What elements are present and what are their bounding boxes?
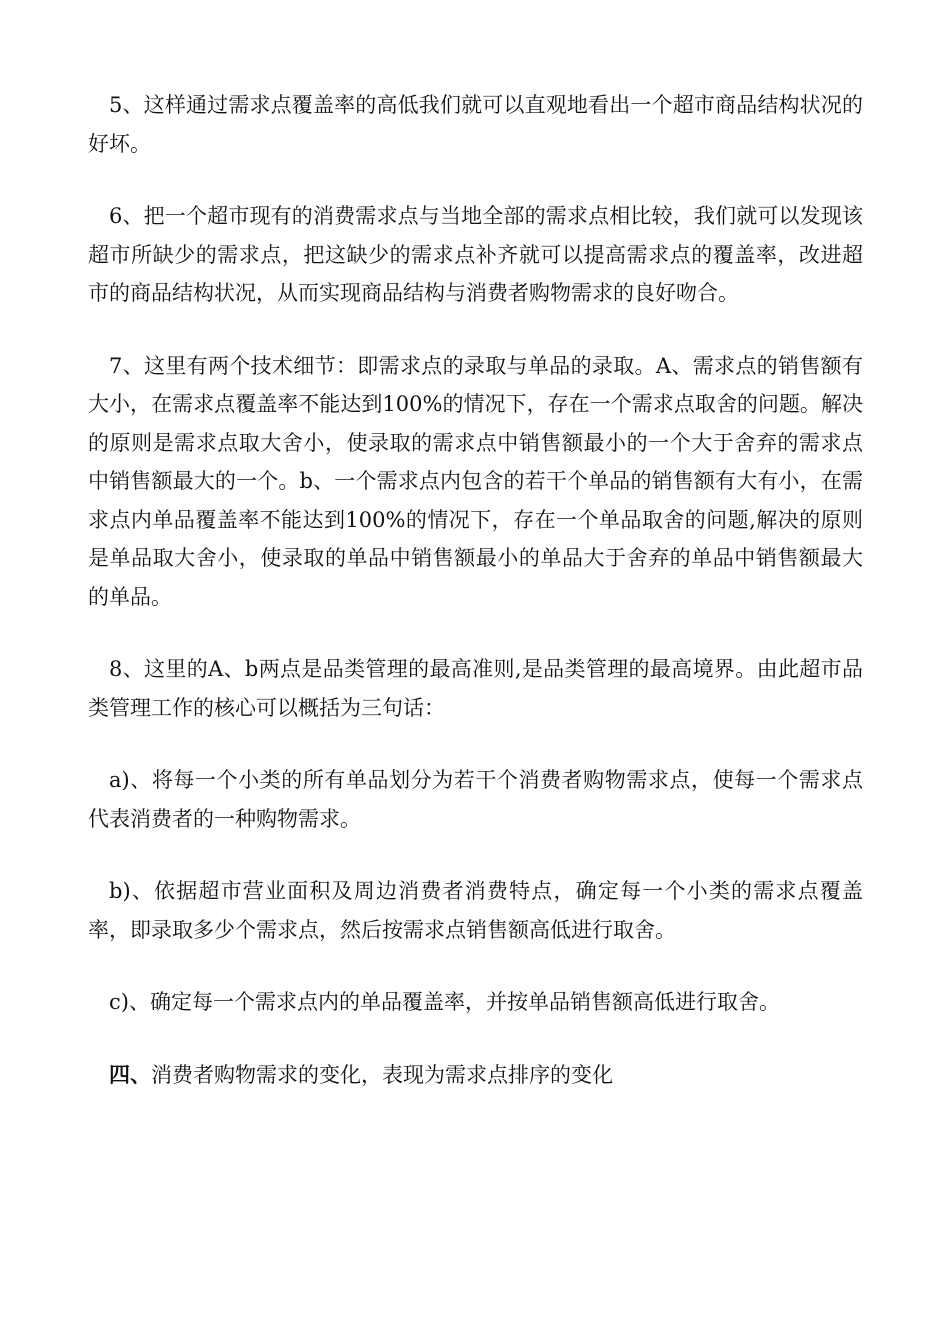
- paragraph-8: 8、这里的A、b两点是品类管理的最高准则,是品类管理的最高境界。由此超市品类管理工作的核心可以概括为三句话：: [88, 657, 863, 720]
- paragraph-c: c)、确定每一个需求点内的单品覆盖率，并按单品销售额高低进行取舍。: [109, 990, 780, 1014]
- paragraph-a: a)、将每一个小类的所有单品划分为若干个消费者购物需求点，使每一个需求点代表消费者的一种购物需求。: [88, 768, 863, 831]
- section-heading-number: 四、: [109, 1061, 151, 1087]
- paragraph-7: 7、这里有两个技术细节：即需求点的录取与单品的录取。A、需求点的销售额有大小，在需求点覆盖率不能达到100%的情况下，存在一个需求点取舍的问题。解决的原则是需求点取大舍小，使录取的需求点中销售额最小的一个大于舍弃的需求点中销售额最大的一个。b、一个需求点内包含的若干个单品的销售额有大有小，在需求点内单品覆盖率不能达到100%的情况下，存在一个单品取舍的问题,解决的原则是单品取大舍小，使录取的单品中销售额最小的单品大于舍弃的单品中销售额最大的单品。: [88, 353, 863, 609]
- section-heading-text: 消费者购物需求的变化，表现为需求点排序的变化: [151, 1062, 613, 1087]
- paragraph-b: b)、依据超市营业面积及周边消费者消费特点，确定每一个小类的需求点覆盖率，即录取多少个需求点，然后按需求点销售额高低进行取舍。: [88, 879, 863, 942]
- document-page: [88, 86, 863, 1094]
- section-heading: [88, 1056, 863, 1095]
- paragraph-6: 6、把一个超市现有的消费需求点与当地全部的需求点相比较，我们就可以发现该超市所缺少的需求点，把这缺少的需求点补齐就可以提高需求点的覆盖率，改进超市的商品结构状况，从而实现商品结构与消费者购物需求的良好吻合。: [88, 204, 863, 305]
- paragraph-5: 5、这样通过需求点覆盖率的高低我们就可以直观地看出一个超市商品结构状况的好坏。: [88, 93, 863, 156]
